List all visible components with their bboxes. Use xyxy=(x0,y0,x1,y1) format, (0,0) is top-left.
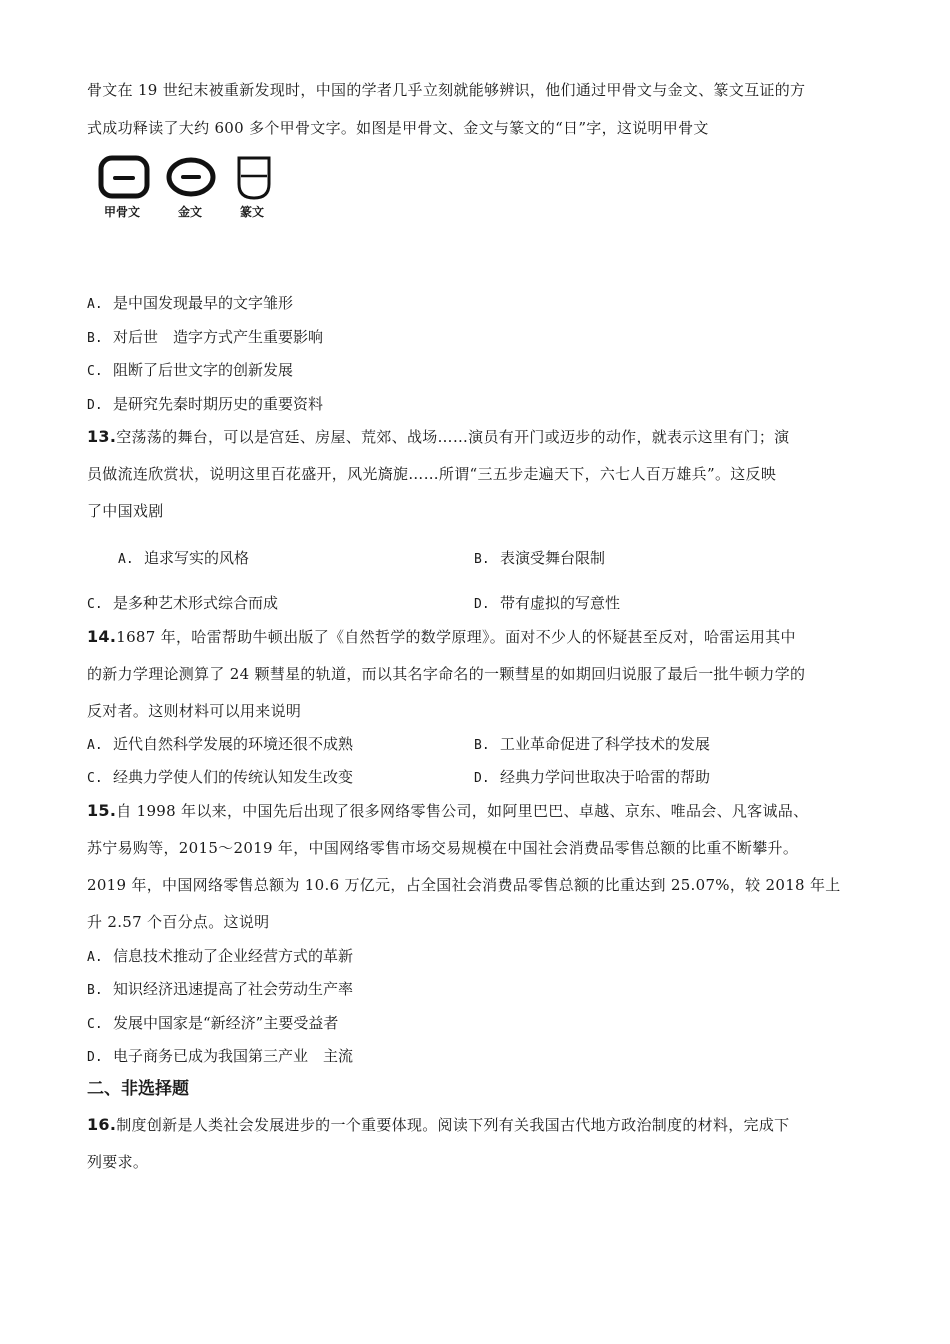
glyph-label-seal: 篆文 xyxy=(240,205,265,219)
option-text: 对后世 造字方式产生重要影响 xyxy=(113,328,324,346)
q15-option-a[interactable] xyxy=(87,946,353,968)
option-text: 知识经济迅速提高了社会劳动生产率 xyxy=(113,980,354,998)
q15-line-1-text: 自 1998 年以来，中国先后出现了很多网络零售公司，如阿里巴巴、卓越、京东、唯品会、凡客诚品、 xyxy=(116,802,809,820)
q12-option-a[interactable] xyxy=(87,293,293,315)
q13-option-c[interactable] xyxy=(87,593,278,615)
q13-number: 13. xyxy=(87,427,117,446)
q16-number: 16. xyxy=(87,1115,117,1134)
q13-option-d[interactable] xyxy=(474,593,620,615)
option-text: 工业革命促进了科学技术的发展 xyxy=(500,735,711,753)
option-text: 是中国发现最早的文字雏形 xyxy=(113,294,294,312)
glyph-drawings xyxy=(97,152,287,212)
option-letter: C. xyxy=(87,1017,103,1032)
oracle-bone-sun-glyph-icon xyxy=(101,158,147,196)
q15-stem-line-2: 苏宁易购等，2015～2019 年，中国网络零售市场交易规模在中国社会消费品零售总额的比重不断攀升。 xyxy=(87,839,799,857)
option-text: 经典力学问世取决于哈雷的帮助 xyxy=(500,768,711,786)
q16-line-1-text: 制度创新是人类社会发展进步的一个重要体现。阅读下列有关我国古代地方政治制度的材料，完成下 xyxy=(116,1116,790,1134)
bronze-sun-glyph-icon xyxy=(169,160,213,194)
option-text: 经典力学使人们的传统认知发生改变 xyxy=(113,768,354,786)
q16-stem-line-1 xyxy=(87,1115,789,1135)
sun-character-figure xyxy=(97,152,287,232)
q15-stem-line-1 xyxy=(87,801,808,821)
q16-stem-line-2: 列要求。 xyxy=(87,1153,149,1171)
option-text: 阻断了后世文字的创新发展 xyxy=(113,361,294,379)
q13-stem-line-3: 了中国戏剧 xyxy=(87,502,164,520)
q14-stem-line-1 xyxy=(87,627,796,647)
option-letter: D. xyxy=(474,771,490,786)
option-text: 表演受舞台限制 xyxy=(500,549,606,567)
option-text: 带有虚拟的写意性 xyxy=(500,594,621,612)
q14-line-1-text: 1687 年，哈雷帮助牛顿出版了《自然哲学的数学原理》。面对不少人的怀疑甚至反对，哈雷运用其中 xyxy=(116,628,796,646)
q14-option-c[interactable] xyxy=(87,767,353,789)
q14-option-b[interactable] xyxy=(474,734,710,756)
option-letter: B. xyxy=(474,738,490,753)
q15-option-c[interactable] xyxy=(87,1013,338,1035)
option-letter: D. xyxy=(474,597,490,612)
section-heading: 二、非选择题 xyxy=(87,1079,189,1099)
option-letter: C. xyxy=(87,364,103,379)
q15-number: 15. xyxy=(87,801,117,820)
option-text: 近代自然科学发展的环境还很不成熟 xyxy=(113,735,354,753)
option-letter: B. xyxy=(87,983,103,998)
q15-stem-line-4: 升 2.57 个百分点。这说明 xyxy=(87,913,270,931)
q15-stem-line-3: 2019 年，中国网络零售总额为 10.6 万亿元，占全国社会消费品零售总额的比重达到 25.07%，较 2018 年上 xyxy=(87,876,841,894)
option-letter: B. xyxy=(87,331,103,346)
q13-stem-line-1 xyxy=(87,427,789,447)
seal-sun-glyph-icon xyxy=(239,158,269,198)
glyph-label-bronze: 金文 xyxy=(178,205,203,219)
option-text: 追求写实的风格 xyxy=(144,549,250,567)
q12-option-c[interactable] xyxy=(87,360,293,382)
option-letter: C. xyxy=(87,597,103,612)
option-letter: A. xyxy=(87,950,103,965)
option-letter: A. xyxy=(87,297,103,312)
q12-option-b[interactable] xyxy=(87,327,323,349)
option-letter: A. xyxy=(87,738,103,753)
option-letter: D. xyxy=(87,398,103,413)
q14-stem-line-3: 反对者。这则材料可以用来说明 xyxy=(87,702,302,720)
option-letter: A. xyxy=(118,552,134,567)
q14-number: 14. xyxy=(87,627,117,646)
q14-stem-line-2: 的新力学理论测算了 24 颗彗星的轨道，而以其名字命名的一颗彗星的如期回归说服了最后一批牛顿力学的 xyxy=(87,665,806,683)
option-text: 发展中国家是“新经济”主要受益者 xyxy=(113,1014,339,1032)
option-text: 电子商务已成为我国第三产业 主流 xyxy=(113,1047,354,1065)
option-text: 信息技术推动了企业经营方式的革新 xyxy=(113,947,354,965)
q14-option-a[interactable] xyxy=(87,734,353,756)
option-letter: C. xyxy=(87,771,103,786)
q13-option-b[interactable] xyxy=(474,548,605,570)
glyph-label-oracle: 甲骨文 xyxy=(104,205,141,219)
option-letter: B. xyxy=(474,552,490,567)
q13-line-1-text: 空荡荡的舞台，可以是宫廷、房屋、荒郊、战场……演员有开门或迈步的动作，就表示这里有门；演 xyxy=(116,428,790,446)
option-text: 是多种艺术形式综合而成 xyxy=(113,594,279,612)
q15-option-d[interactable] xyxy=(87,1046,353,1068)
q15-option-b[interactable] xyxy=(87,979,353,1001)
q13-option-a[interactable] xyxy=(118,548,249,570)
q12-stem-line-2: 式成功释读了大约 600 多个甲骨文字。如图是甲骨文、金文与篆文的“日”字，这说明甲骨文 xyxy=(87,119,709,137)
option-text: 是研究先秦时期历史的重要资料 xyxy=(113,395,324,413)
q14-option-d[interactable] xyxy=(474,767,710,789)
q12-option-d[interactable] xyxy=(87,394,323,416)
option-letter: D. xyxy=(87,1050,103,1065)
q12-stem-line-1: 骨文在 19 世纪末被重新发现时，中国的学者几乎立刻就能够辨识，他们通过甲骨文与金文、篆文互证的方 xyxy=(87,81,806,99)
q13-stem-line-2: 员做流连欣赏状，说明这里百花盛开，风光旖旎……所谓“三五步走遍天下，六七人百万雄兵”。这反映 xyxy=(87,465,777,483)
